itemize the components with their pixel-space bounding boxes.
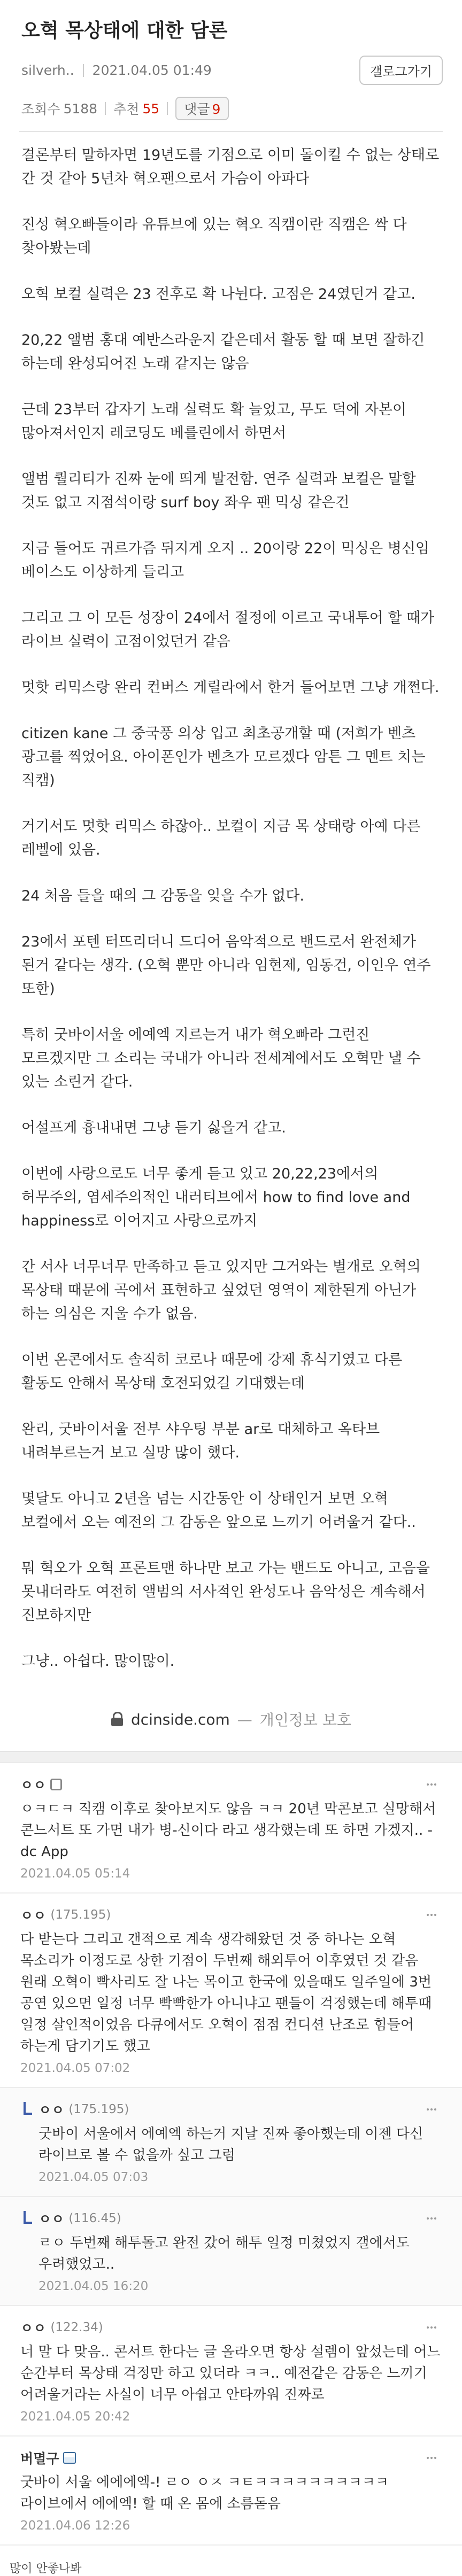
gallog-icon xyxy=(63,2452,76,2464)
body-paragraph: 24 처음 들을 때의 그 감동을 잊을 수가 없다. xyxy=(21,888,304,904)
source-bar xyxy=(0,1696,462,1751)
comment-text: 너 말 다 맞음.. 콘서트 한다는 글 올라오면 항상 설렘이 앞섰는데 어느 순간부터 목상태 걱정만 하고 있더라 ㅋㅋ.. 예전같은 감동은 느끼기 어려울거라는 사실이 너무 아쉽고 안타까워 진짜로 xyxy=(20,2344,441,2403)
comment-item xyxy=(0,2437,462,2546)
views-count: 5188 xyxy=(63,100,98,117)
comment-nick[interactable]: 버멸구 xyxy=(20,2451,59,2466)
meta-divider xyxy=(83,64,84,77)
comment-header xyxy=(20,2318,442,2337)
body-paragraph: 완리, 굿바이서울 전부 샤우팅 부분 ar로 대체하고 옥타브 내려부르는거 보고 실망 많이 했다. xyxy=(21,1421,380,1461)
reply-item xyxy=(0,2197,462,2306)
post-datetime: 2021.04.05 01:49 xyxy=(92,63,212,78)
reply-arrow-icon xyxy=(20,2100,38,2184)
more-options-icon[interactable] xyxy=(427,1907,442,1922)
body-paragraph: 거기서도 멋핫 리믹스 하잖아.. 보컬이 지금 목 상태랑 아예 다른 레벨에 있음. xyxy=(21,818,421,858)
comment-nick[interactable]: ㅇㅇ xyxy=(20,2321,47,2336)
comment-count-badge[interactable] xyxy=(175,97,229,120)
comment-header xyxy=(20,1905,442,1925)
body-paragraph: 앨범 퀄리티가 진짜 눈에 띄게 발전함. 연주 실력과 보컬은 말할 것도 없고 지점석이랑 surf boy 좌우 팬 믹싱 같은건 xyxy=(21,471,416,511)
comment-text: 굿바이 서울에서 에예엑 하는거 지날 진짜 좋아했는데 이젠 다신 라이브로 볼 수 없을까 싶고 그럼 xyxy=(38,2126,424,2163)
body-paragraph: 20,22 앨범 홍대 예반스라운지 같은데서 활동 할 때 보면 잘하긴 하는데 완성되어진 노래 같지는 않음 xyxy=(21,332,425,372)
comment-date: 2021.04.05 16:20 xyxy=(38,2279,149,2293)
reply-body xyxy=(38,2100,442,2184)
footer-label: 많이 안좋나봐 xyxy=(10,2562,82,2575)
body-paragraph: 23에서 포텐 터뜨리더니 드디어 음악적으로 밴드로서 완전체가 된거 같다는 생각. (오혁 뿐만 아니라 임현제, 임동건, 이인우 연주 또한) xyxy=(21,934,431,997)
body-paragraph: citizen kane 그 중국풍 의상 입고 최초공개할 때 (저희가 벤츠 광고를 찍었어요. 아이폰인가 벤츠가 모르겠다 암튼 그 멘트 치는 직캠) xyxy=(21,725,426,789)
reply-wrapper xyxy=(20,2100,442,2184)
recommend-count: 55 xyxy=(142,100,160,117)
comment-ip: (116.45) xyxy=(68,2212,121,2225)
comment-header xyxy=(38,2209,442,2228)
comment-item xyxy=(0,1894,462,2088)
body-paragraph: 오혁 보컬 실력은 23 전후로 확 나뉜다. 고점은 24였던거 같고. xyxy=(21,286,415,302)
body-paragraph: 특히 굿바이서울 에예엑 지르는거 내가 혁오빠라 그런진 모르겠지만 그 소리는 국내가 아니라 전세계에서도 오혁만 낼 수 있는 소린거 같다. xyxy=(21,1027,421,1090)
comment-ip: (175.195) xyxy=(68,2102,129,2116)
more-options-icon[interactable] xyxy=(427,1777,442,1792)
body-paragraph: 간 서사 너무너무 만족하고 듣고 있지만 그거와는 별개로 오혁의 목상태 때문에 곡에서 표현하고 싶었던 영역이 제한된게 아닌가 하는 의심은 지울 수가 없음. xyxy=(21,1259,421,1322)
comment-ip: (175.195) xyxy=(50,1908,111,1922)
comment-text: 다 받는다 그리고 갠적으로 계속 생각해왔던 것 중 하나는 오혁 목소리가 이정도로 상한 기점이 두번째 해외투어 이후였던 것 같음 원래 오혁이 빡사리도 잘 나는 목이고 한국에 있을때도 일주일에 3번 공연 있으면 일정 너무 빡빡한가 아니냐고 팬들이 걱정했는데 해투때 일정 살인적이었음 다큐에서도 오혁이 점점 컨디션 난조로 힘들어 하는게 담기기도 했고 xyxy=(20,1931,432,2054)
body-paragraph: 이번 온콘에서도 솔직히 코로나 때문에 강제 휴식기였고 다른 활동도 안해서 목상태 호전되었길 기대했는데 xyxy=(21,1352,403,1392)
reply-item xyxy=(0,2088,462,2197)
comment-nick[interactable]: ㅇㅇ xyxy=(20,1908,47,1923)
reply-wrapper xyxy=(20,2209,442,2293)
comment-nick[interactable]: ㅇㅇ xyxy=(38,2212,65,2227)
comment-item xyxy=(0,2306,462,2437)
comment-nick[interactable]: ㅇㅇ xyxy=(20,1778,47,1793)
gallog-button[interactable]: 갤로그가기 xyxy=(359,56,443,85)
post-header xyxy=(0,0,462,131)
post-stats xyxy=(21,97,443,120)
stats-divider xyxy=(167,102,168,115)
more-options-icon[interactable] xyxy=(427,2102,442,2117)
reply-arrow-icon xyxy=(20,2209,38,2293)
comment-date: 2021.04.05 07:02 xyxy=(20,2061,130,2075)
lock-icon xyxy=(111,1712,124,1727)
comment-header xyxy=(20,1775,442,1794)
body-paragraph: 그리고 그 이 모든 성장이 24에서 절정에 이르고 국내투어 할 때가 라이브 실력이 고점이었던거 같음 xyxy=(21,610,435,650)
mobile-icon xyxy=(50,1779,62,1790)
source-dash: — xyxy=(237,1710,252,1728)
more-options-icon[interactable] xyxy=(427,2211,442,2226)
comment-count: 9 xyxy=(212,102,221,117)
comment-count-label: 댓글 xyxy=(184,102,210,117)
comment-nick[interactable]: ㅇㅇ xyxy=(38,2102,65,2118)
body-paragraph: 몇달도 아니고 2년을 넘는 시간동안 이 상태인거 보면 오혁 보컬에서 오는 예전의 그 감동은 앞으로 느끼기 어려울거 같다.. xyxy=(21,1491,416,1531)
comment-text: 굿바이 서울 에에에엑-! ㄹㅇ ㅇㅈ ㅋㅌㅋㅋㅋㅋㅋㅋㅋㅋㅋㅋ 라이브에서 에에엑! 할 때 온 몸에 소름돋음 xyxy=(20,2474,389,2512)
body-paragraph: 뭐 혁오가 오혁 프론트맨 하나만 보고 가는 밴드도 아니고, 고음을 못내더라도 여전히 앨범의 서사적인 완성도나 음악성은 계속해서 진보하지만 xyxy=(21,1560,430,1624)
body-paragraph: 그냥.. 아쉽다. 많이많이. xyxy=(21,1653,175,1670)
comment-date: 2021.04.05 20:42 xyxy=(20,2410,130,2424)
comments-separator xyxy=(0,1751,462,1763)
comment-date: 2021.04.06 12:26 xyxy=(20,2519,130,2533)
stats-divider xyxy=(105,102,106,115)
body-paragraph: 지금 들어도 귀르가즘 뒤지게 오지 .. 20이랑 22이 믹싱은 병신임 베이스도 이상하게 들리고 xyxy=(21,540,430,580)
body-paragraph: 이번에 사랑으로도 너무 좋게 듣고 있고 20,22,23에서의 허무주의, 염세주의적인 내러티브에서 how to find love and happiness로 이어지고 사랑으로까지 xyxy=(21,1166,411,1229)
reply-body xyxy=(38,2209,442,2293)
comment-header xyxy=(38,2100,442,2119)
recommend-label: 추천 xyxy=(113,102,140,117)
comment-date: 2021.04.05 07:03 xyxy=(38,2170,149,2184)
comment-header xyxy=(20,2448,442,2468)
post-title: 오혁 목상태에 대한 담론 xyxy=(21,20,228,42)
body-paragraph: 근데 23부터 갑자기 노래 실력도 확 늘었고, 무도 덕에 자본이 많아져서인지 레코딩도 베를린에서 하면서 xyxy=(21,401,407,441)
post-body xyxy=(0,132,462,1673)
source-domain[interactable]: dcinside.com xyxy=(131,1710,230,1728)
body-paragraph: 어설프게 흉내내면 그냥 듣기 싫을거 같고. xyxy=(21,1120,286,1136)
body-paragraph: 진성 혁오빠들이라 유튜브에 있는 혁오 직캠이란 직캠은 싹 다 찾아봤는데 xyxy=(21,216,407,257)
comment-text: ㄹㅇ 두번째 해투돌고 완전 갔어 해투 일정 미쳤었지 갤에서도 우려했었고.. xyxy=(38,2235,410,2272)
comment-item xyxy=(0,1763,462,1894)
post-meta xyxy=(21,56,443,85)
author-name[interactable]: silverh.. xyxy=(21,63,74,78)
body-paragraph: 결론부터 말하자면 19년도를 기점으로 이미 돌이킬 수 없는 상태로 간 것 같아 5년차 혁오팬으로서 가슴이 아파다 xyxy=(21,147,440,187)
views-label: 조회수 xyxy=(21,102,60,117)
privacy-link[interactable]: 개인정보 보호 xyxy=(259,1711,351,1729)
comment-ip: (122.34) xyxy=(50,2321,103,2334)
comment-list xyxy=(0,1763,462,2546)
body-paragraph: 멋핫 리믹스랑 완리 컨버스 게릴라에서 한거 들어보면 그냥 개쩐다. xyxy=(21,679,440,696)
comment-text: ㅇㅋㄷㅋ 직캠 이후로 찾아보지도 않음 ㅋㅋ 20년 막콘보고 실망해서 콘느서트 또 가면 내가 병-신이다 라고 생각했는데 또 하면 가겠지.. - dc App xyxy=(20,1801,436,1860)
comment-date: 2021.04.05 05:14 xyxy=(20,1867,130,1881)
more-options-icon[interactable] xyxy=(427,2320,442,2335)
more-options-icon[interactable] xyxy=(427,2450,442,2465)
